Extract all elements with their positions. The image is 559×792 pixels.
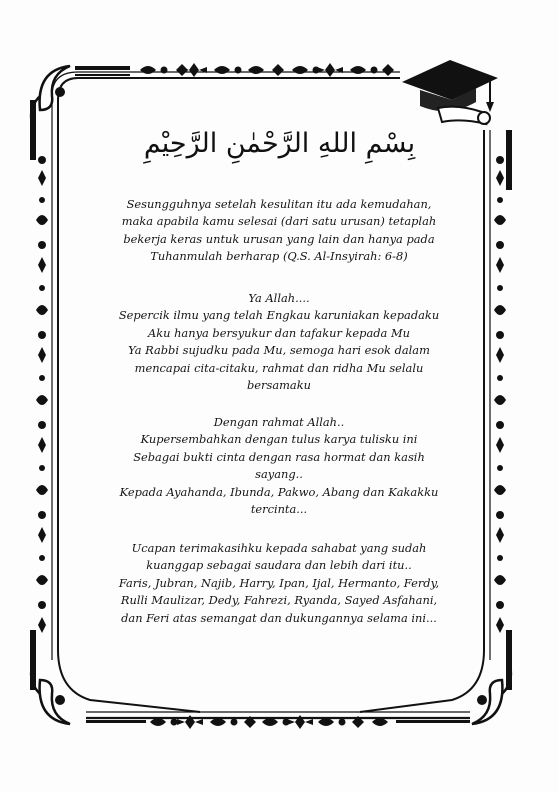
text-line: Kepada Ayahanda, Ibunda, Pakwo, Abang dan Kakakku <box>119 484 439 499</box>
prayer-paragraph <box>70 290 488 394</box>
bismillah-calligraphy: بِسْمِ اللهِ الرَّحْمٰنِ الرَّحِيْمِ <box>143 128 416 159</box>
text-line: Sepercik ilmu yang telah Engkau karuniakan kepadaku <box>118 308 440 323</box>
text-line: Rulli Maulizar, Dedy, Fahrezi, Ryanda, Sayed Asfahani, <box>120 593 438 608</box>
text-line: bekerja keras untuk urusan yang lain dan hanya pada <box>123 231 435 246</box>
text-line: bersamaku <box>247 378 311 393</box>
text-line: Dengan rahmat Allah.. <box>213 415 345 429</box>
text-line: Ya Allah.... <box>248 291 310 305</box>
text-line: Sebagai bukti cinta dengan rasa hormat dan kasih <box>133 449 425 464</box>
text-line: tercinta... <box>250 502 308 517</box>
text-line: kuanggap sebagai saudara dan lebih dari itu.. <box>146 558 412 573</box>
text-line: dan Feri atas semangat dan dukungannya selama ini... <box>121 610 437 625</box>
text-line: Sesungguhnya setelah kesulitan itu ada kemudahan, <box>126 197 432 211</box>
text-line: Aku hanya bersyukur dan tafakur kepada Mu <box>148 325 410 340</box>
text-line: Tuhanmulah berharap (Q.S. Al-Insyirah: 6-8) <box>150 249 408 264</box>
dedication-paragraph <box>70 414 488 518</box>
text-line: mencapai cita-citaku, rahmat dan ridha Mu selalu <box>134 360 424 375</box>
quran-verse-paragraph <box>70 196 488 266</box>
thanks-paragraph <box>70 540 488 627</box>
text-line: Kupersembahkan dengan tulus karya tulisku ini <box>140 432 418 447</box>
text-line: maka apabila kamu selesai (dari satu urusan) tetaplah <box>121 214 437 229</box>
text-line: Ucapan terimakasihku kepada sahabat yang sudah <box>131 541 427 555</box>
graduation-cap-icon <box>398 52 500 128</box>
text-line: Faris, Jubran, Najib, Harry, Ipan, Ijal, Hermanto, Ferdy, <box>118 575 440 590</box>
text-line: Ya Rabbi sujudku pada Mu, semoga hari esok dalam <box>128 343 430 358</box>
text-line: sayang.. <box>255 467 303 482</box>
